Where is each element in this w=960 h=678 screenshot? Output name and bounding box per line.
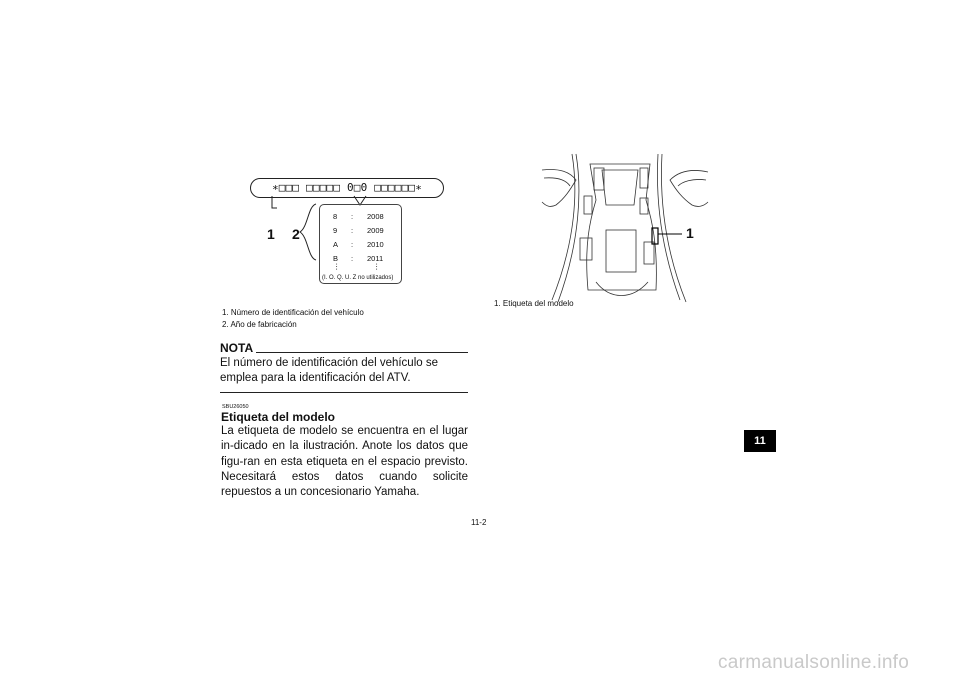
page-number: 11-2	[471, 518, 487, 527]
unused-letters-note: (I. O. Q. U. Z no utilizados)	[322, 275, 394, 281]
model-label-callout: 1	[686, 225, 694, 241]
vin-code-bar: ∗□□□ □□□□□ 0□0 □□□□□□∗	[250, 178, 444, 198]
year-row: A : 2010	[333, 240, 384, 249]
nota-bottom-rule	[220, 392, 468, 393]
caption-item: 1. Número de identificación del vehículo	[222, 308, 364, 317]
nota-header	[220, 342, 468, 355]
chapter-tab: 11	[744, 430, 776, 452]
vin-figure-captions	[222, 307, 364, 331]
continuation-dots: ⋮ ⋮	[333, 262, 381, 271]
nota-rule	[256, 352, 468, 353]
vin-diagram	[250, 172, 450, 287]
section-code: SBU26050	[222, 404, 249, 410]
section-title: Etiqueta del modelo	[221, 410, 336, 424]
atv-figure-caption: 1. Etiqueta del modelo	[494, 299, 574, 308]
callout-2: 2	[292, 226, 300, 242]
year-row: B : 2011	[333, 254, 384, 263]
watermark-text: carmanualsonline.info	[718, 652, 910, 673]
nota-label: NOTA	[220, 341, 254, 355]
year-row: 8 : 2008	[333, 212, 384, 221]
nota-box	[220, 342, 468, 393]
callout-1: 1	[267, 226, 275, 242]
atv-rear-illustration	[540, 150, 710, 305]
caption-item: 2. Año de fabricación	[222, 320, 297, 329]
year-code-table	[319, 204, 402, 284]
year-row: 9 : 2009	[333, 226, 384, 235]
section-body: La etiqueta de modelo se encuentra en el lugar in-dicado en la ilustración. Anote los datos que figu-ran en esta etiqueta en el espacio previsto. Necesitará estos datos cuando solicite repuestos a un concesionario Yamaha.	[221, 425, 468, 499]
nota-text: El número de identificación del vehículo se emplea para la identificación del ATV.	[220, 357, 438, 384]
